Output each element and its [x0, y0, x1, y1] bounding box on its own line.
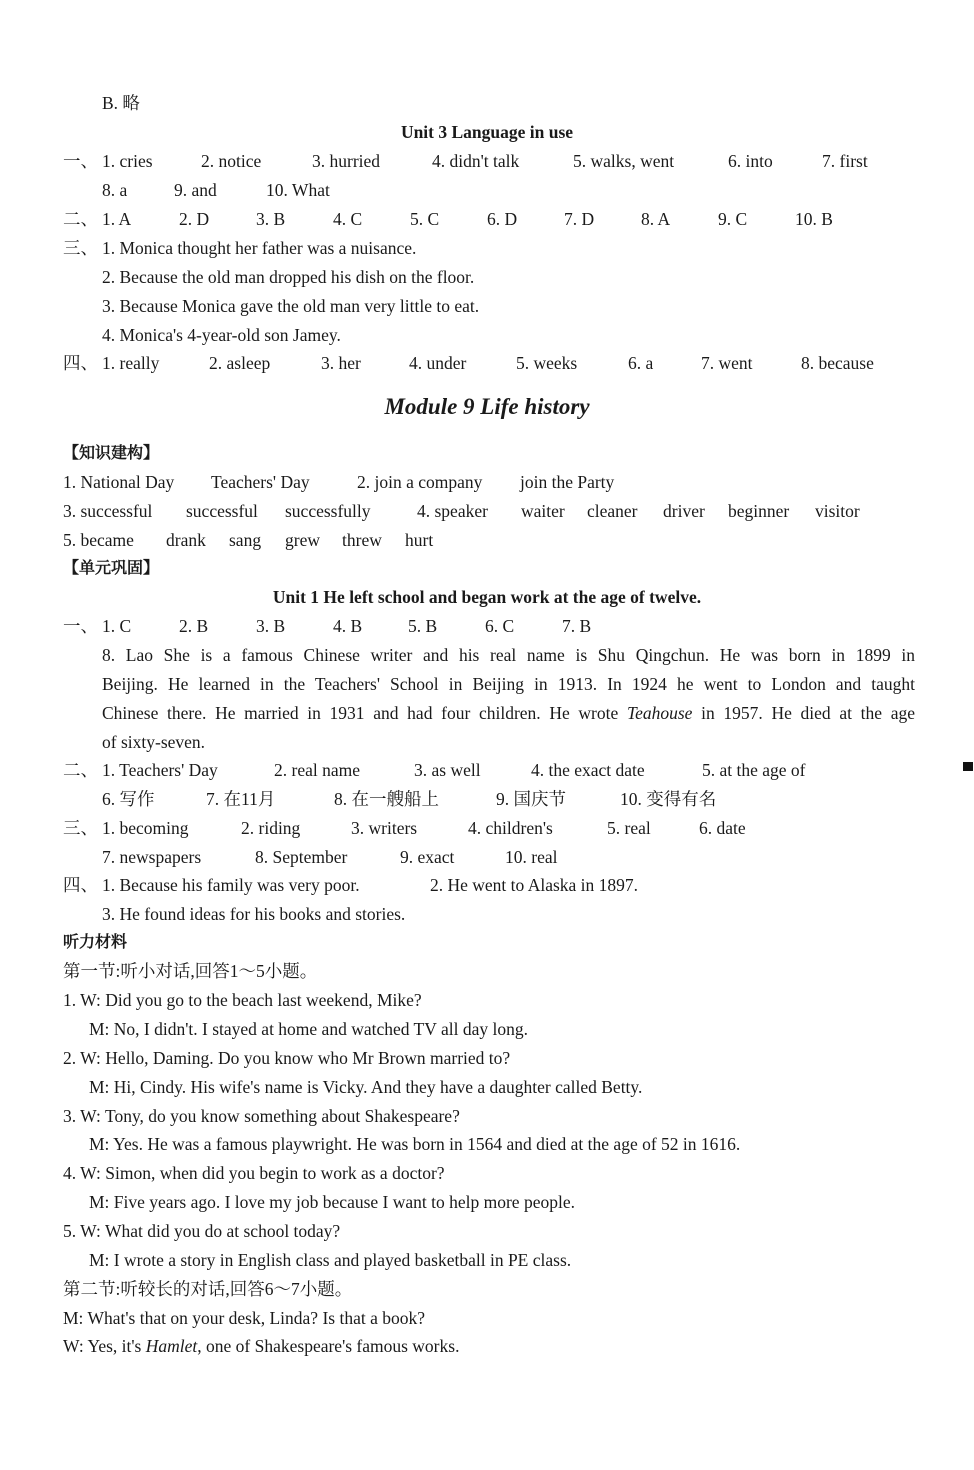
- answer-item: 1. C: [102, 616, 132, 636]
- dialog-line: 5. W: What did you do at school today?: [63, 1221, 341, 1241]
- answer-item: 8. A: [641, 209, 671, 229]
- answer-item: 4. B: [333, 616, 363, 636]
- answer-item: 9. exact: [400, 847, 455, 867]
- unit3-s2-prefix: 二、: [63, 209, 98, 229]
- answer-item: cleaner: [587, 501, 638, 521]
- answer-item: 3. successful: [63, 501, 153, 521]
- paragraph-line-with-title: [102, 702, 915, 724]
- answer-item: 2. real name: [274, 760, 360, 780]
- answer-sentence: 1. Because his family was very poor.: [102, 875, 360, 895]
- answer-item: 6. 写作: [102, 789, 155, 809]
- answer-item: 10. 变得有名: [620, 789, 717, 809]
- answer-item: 1. A: [102, 209, 132, 229]
- answer-item: 4. the exact date: [531, 760, 645, 780]
- answer-item: 5. C: [410, 209, 440, 229]
- answer-item: 2. B: [179, 616, 209, 636]
- answer-item: 1. cries: [102, 151, 153, 171]
- answer-sentence: 1. Monica thought her father was a nuisance.: [102, 238, 417, 258]
- paragraph-text: Chinese there. He married in 1931 and had four children. He wrote: [102, 703, 627, 723]
- dialog-line: 1. W: Did you go to the beach last weekend, Mike?: [63, 990, 422, 1010]
- dialog-line: M: I wrote a story in English class and played basketball in PE class.: [89, 1250, 572, 1270]
- answer-item: 5. at the age of: [702, 760, 806, 780]
- answer-item: 6. D: [487, 209, 518, 229]
- answer-item: 7. newspapers: [102, 847, 202, 867]
- answer-sentence: 3. Because Monica gave the old man very little to eat.: [102, 296, 480, 316]
- answer-item: 5. walks, went: [573, 151, 675, 171]
- b-answer-line: B. 略: [102, 93, 140, 113]
- answer-item: 7. B: [562, 616, 592, 636]
- unit1-s2-prefix: 二、: [63, 760, 98, 780]
- answer-item: beginner: [728, 501, 790, 521]
- answer-item: sang: [229, 530, 262, 550]
- answer-item: 4. didn't talk: [432, 151, 520, 171]
- page-edge-mark: [963, 762, 973, 771]
- answer-item: 8. 在一艘船上: [334, 789, 439, 809]
- dialog-line: M: What's that on your desk, Linda? Is that a book?: [63, 1308, 425, 1328]
- dialog-text: W: Yes, it's: [63, 1336, 146, 1356]
- answer-item: Teachers' Day: [211, 472, 310, 492]
- dialog-line: M: No, I didn't. I stayed at home and watched TV all day long.: [89, 1019, 528, 1039]
- answer-item: 3. hurried: [312, 151, 381, 171]
- answer-item: 6. into: [728, 151, 773, 171]
- answer-item: 4. under: [409, 353, 467, 373]
- answer-item: successful: [186, 501, 258, 521]
- answer-item: 9. 国庆节: [496, 789, 566, 809]
- answer-item: 5. weeks: [516, 353, 578, 373]
- answer-item: 5. B: [408, 616, 438, 636]
- answer-item: 10. B: [795, 209, 833, 229]
- paragraph-line: Beijing. He learned in the Teachers' School in Beijing in 1913. In 1924 he went to London and taught: [102, 674, 915, 694]
- listening-heading: 听力材料: [63, 932, 128, 951]
- answer-item: drank: [166, 530, 206, 550]
- unit3-s1-prefix: 一、: [63, 151, 98, 171]
- answer-item: 3. B: [256, 209, 286, 229]
- dialog-line: M: Five years ago. I love my job because I want to help more people.: [89, 1192, 575, 1212]
- answer-sentence: 4. Monica's 4-year-old son Jamey.: [102, 325, 341, 345]
- consolidate-heading: 【单元巩固】: [63, 558, 160, 577]
- answer-item: join the Party: [520, 472, 615, 492]
- answer-item: 8. a: [102, 180, 128, 200]
- answer-item: 3. her: [321, 353, 361, 373]
- answer-item: 2. notice: [201, 151, 262, 171]
- answer-item: 7. 在11月: [206, 789, 276, 809]
- answer-item: 1. really: [102, 353, 160, 373]
- answer-item: grew: [285, 530, 320, 550]
- unit1-s1-prefix: 一、: [63, 616, 98, 636]
- unit3-s4-prefix: 四、: [63, 353, 98, 373]
- paragraph-text: in 1957. He died at the age: [692, 703, 915, 723]
- answer-item: 5. real: [607, 818, 651, 838]
- answer-item: 3. B: [256, 616, 286, 636]
- answer-item: 4. speaker: [417, 501, 488, 521]
- answer-item: driver: [663, 501, 705, 521]
- answer-sentence: 2. Because the old man dropped his dish on the floor.: [102, 267, 475, 287]
- dialog-line: 2. W: Hello, Daming. Do you know who Mr Brown married to?: [63, 1048, 511, 1068]
- answer-item: 2. asleep: [209, 353, 271, 373]
- answer-sentence: 3. He found ideas for his books and stories.: [102, 904, 406, 924]
- unit3-s3-prefix: 三、: [63, 238, 98, 258]
- answer-sentence: 2. He went to Alaska in 1897.: [430, 875, 639, 895]
- listening-part2: 第二节:听较长的对话,回答6～7小题。: [63, 1279, 353, 1299]
- answer-item: 3. as well: [414, 760, 481, 780]
- answer-item: 10. real: [505, 847, 558, 867]
- answer-item: waiter: [521, 501, 565, 521]
- answer-item: 6. C: [485, 616, 515, 636]
- dialog-line: 4. W: Simon, when did you begin to work as a doctor?: [63, 1163, 445, 1183]
- answer-item: 7. D: [564, 209, 595, 229]
- unit3-title: Unit 3 Language in use: [400, 122, 574, 142]
- answer-item: 2. D: [179, 209, 210, 229]
- unit1-s4-prefix: 四、: [63, 875, 98, 895]
- answer-item: 1. Teachers' Day: [102, 760, 218, 780]
- dialog-text: , one of Shakespeare's famous works.: [197, 1336, 460, 1356]
- paragraph-line: of sixty-seven.: [102, 732, 206, 752]
- answer-item: 9. C: [718, 209, 748, 229]
- answer-item: successfully: [285, 501, 371, 521]
- book-title: Teahouse: [626, 703, 693, 723]
- answer-item: 4. children's: [468, 818, 553, 838]
- answer-item: 2. riding: [241, 818, 301, 838]
- dialog-line: 3. W: Tony, do you know something about Shakespeare?: [63, 1106, 460, 1126]
- answer-item: hurt: [405, 530, 434, 550]
- knowledge-heading: 【知识建构】: [63, 443, 160, 462]
- answer-item: 4. C: [333, 209, 363, 229]
- answer-item: 6. date: [699, 818, 746, 838]
- answer-item: 1. National Day: [63, 472, 175, 492]
- answer-item: 10. What: [266, 180, 330, 200]
- paragraph-line: 8. Lao She is a famous Chinese writer and his real name is Shu Qingchun. He was born in 1899 in: [102, 645, 915, 665]
- listening-part1: 第一节:听小对话,回答1～5小题。: [63, 961, 318, 981]
- answer-item: 7. first: [822, 151, 868, 171]
- answer-item: 8. September: [255, 847, 348, 867]
- answer-item: 6. a: [628, 353, 654, 373]
- answer-item: threw: [342, 530, 382, 550]
- answer-item: visitor: [815, 501, 860, 521]
- answer-item: 9. and: [174, 180, 217, 200]
- answer-item: 1. becoming: [102, 818, 189, 838]
- unit1-title: Unit 1 He left school and began work at the age of twelve.: [272, 587, 702, 607]
- dialog-line: M: Hi, Cindy. His wife's name is Vicky. And they have a daughter called Betty.: [89, 1077, 643, 1097]
- answer-item: 8. because: [801, 353, 874, 373]
- work-title: Hamlet: [145, 1336, 198, 1356]
- answer-item: 3. writers: [351, 818, 418, 838]
- module-title: Module 9 Life history: [384, 394, 590, 419]
- answer-item: 7. went: [701, 353, 753, 373]
- unit1-s3-prefix: 三、: [63, 818, 98, 838]
- answer-item: 5. became: [63, 530, 134, 550]
- dialog-line: M: Yes. He was a famous playwright. He was born in 1564 and died at the age of 52 in 1616.: [89, 1134, 741, 1154]
- dialog-line-with-title: [63, 1335, 459, 1357]
- answer-item: 2. join a company: [357, 472, 483, 492]
